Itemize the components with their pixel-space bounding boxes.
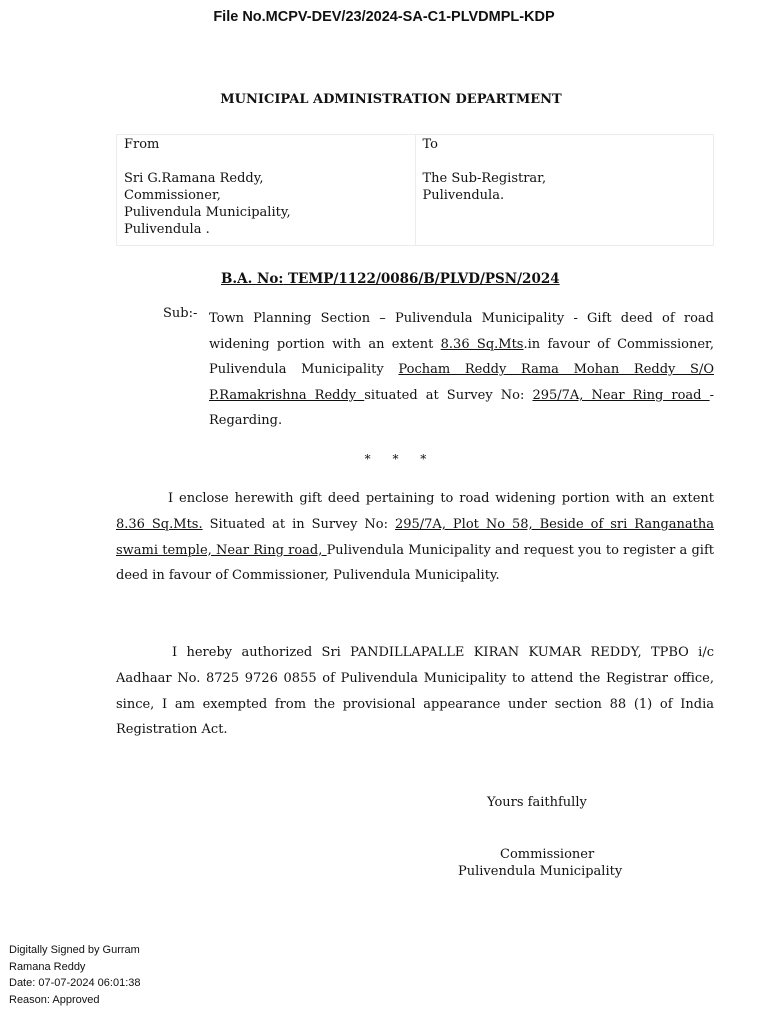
from-line: Pulivendula Municipality,	[124, 205, 291, 220]
subject-text	[209, 306, 714, 434]
subject-owner: Pocham Reddy Rama Mohan Reddy S/O P.Ramakrishna Reddy	[209, 362, 714, 403]
to-line: Pulivendula.	[422, 188, 505, 203]
subject-extent: 8.36 Sq.Mts	[440, 336, 524, 352]
ba-label: B.A. No:	[221, 271, 284, 287]
para-survey: 295/7A, Plot No 58, Beside of sri Ranganatha swami temple, Near Ring road,	[116, 516, 715, 558]
para-text: Situated at in Survey No:	[202, 516, 395, 532]
para-text: I enclose herewith gift deed pertaining to road widening portion with an extent	[168, 491, 714, 506]
paragraph-1	[116, 486, 714, 589]
from-line: Commissioner,	[124, 188, 221, 203]
paragraph-2	[116, 640, 714, 743]
to-label: To	[422, 137, 438, 152]
subject-part: Town Planning Section – Pulivendula Municipality - Gift deed of road widening portion with an extent	[209, 311, 714, 352]
to-cell	[415, 135, 714, 246]
closing-salutation: Yours faithfully	[487, 795, 587, 810]
digital-signature-block	[9, 942, 141, 1008]
subject-part: situated at Survey No:	[364, 387, 533, 403]
from-line: Pulivendula .	[124, 222, 210, 237]
separator: * * *	[364, 452, 436, 466]
dsig-date: Date: 07-07-2024 06:01:38	[9, 977, 141, 989]
subject-survey: 295/7A, Near Ring road	[532, 387, 710, 403]
department-title: MUNICIPAL ADMINISTRATION DEPARTMENT	[220, 92, 562, 107]
from-label: From	[124, 137, 160, 152]
dsig-reason: Reason: Approved	[9, 993, 100, 1006]
para-text: I hereby authorized Sri PANDILLAPALLE KIRAN KUMAR REDDY, TPBO i/c Aadhaar No. 8725 9726 0855 of Pulivendula Municipality to attend the Registrar office, since, I am exempted from the provisional appearance under section 88 (1) of India Registration Act.	[116, 645, 714, 738]
dsig-line: Digitally Signed by Gurram	[9, 944, 140, 956]
dsig-line: Ramana Reddy	[9, 960, 86, 973]
signatory-office: Pulivendula Municipality	[458, 864, 623, 879]
para-extent: 8.36 Sq.Mts.	[116, 516, 203, 532]
signatory-designation: Commissioner	[500, 847, 595, 862]
file-number: File No.MCPV-DEV/23/2024-SA-C1-PLVDMPL-KDP	[213, 9, 555, 25]
ba-number	[221, 271, 560, 287]
subject-label: Sub:-	[163, 306, 198, 321]
address-table	[116, 134, 714, 246]
subject-part: .in favour of Commissioner, Pulivendula Municipality	[209, 336, 714, 378]
from-line: Sri G.Ramana Reddy,	[124, 171, 264, 186]
para-text: Pulivendula Municipality and request you to register a gift deed in favour of Commissioner, Pulivendula Municipality.	[116, 542, 714, 584]
subject-part: - Regarding.	[209, 387, 714, 429]
to-line: The Sub-Registrar,	[422, 171, 547, 186]
from-cell	[117, 135, 416, 246]
ba-value: TEMP/1122/0086/B/PLVD/PSN/2024	[288, 271, 560, 287]
